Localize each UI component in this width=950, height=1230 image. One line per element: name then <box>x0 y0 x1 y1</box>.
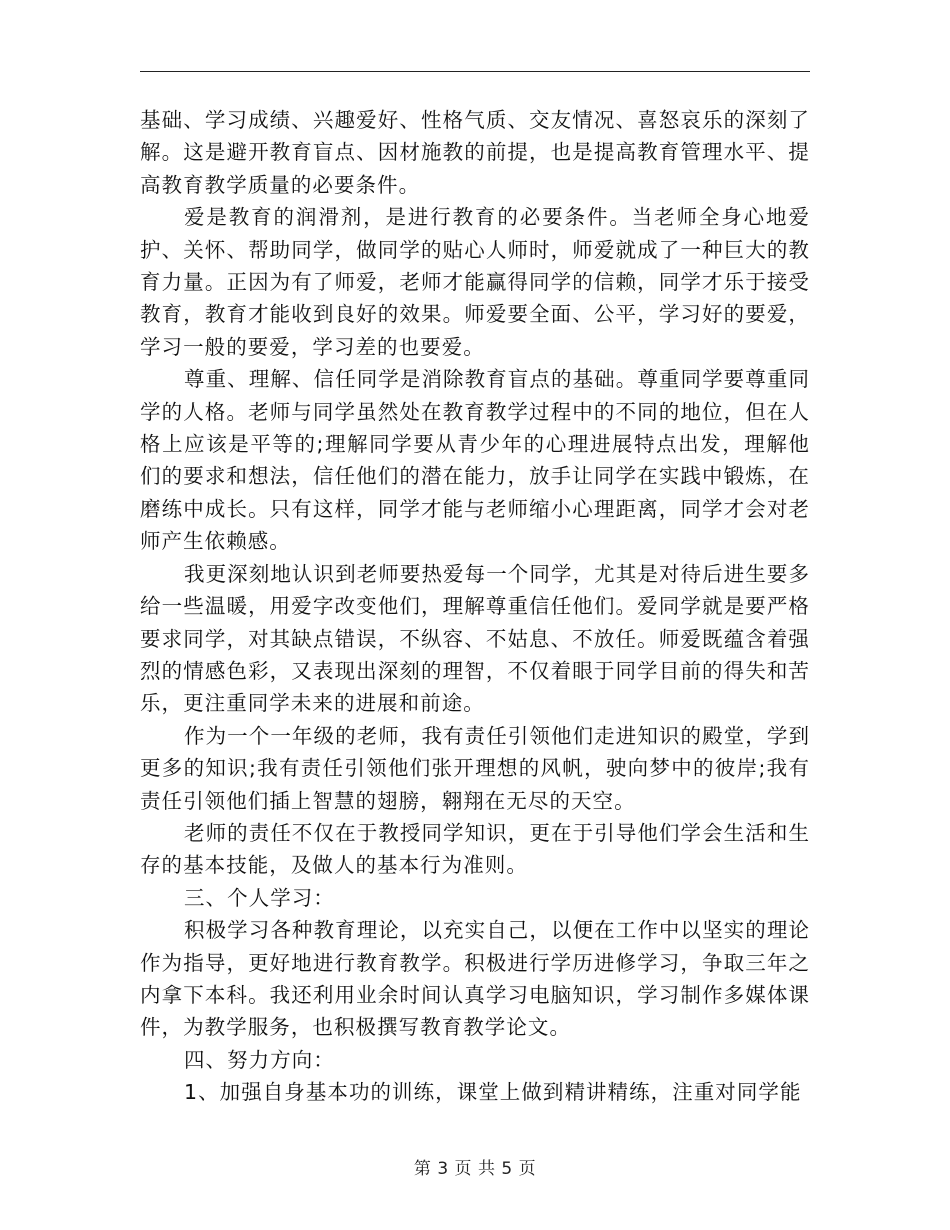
section-heading-effort-direction: 四、努力方向： <box>184 1047 335 1072</box>
paragraph-continuation: 基础、学习成绩、兴趣爱好、性格气质、交友情况、喜怒哀乐的深刻了解。这是避开教育盲点、因材施教的前提，也是提高教育管理水平、提高教育教学质量的必要条件。 <box>140 108 810 197</box>
page-number: 第 3 页 共 5 页 <box>413 1159 537 1179</box>
paragraph-teacher-duty: 老师的责任不仅在于教授同学知识，更在于引导他们学会生活和生存的基本技能，及做人的基本行为准则。 <box>140 820 810 878</box>
paragraph-respect-students: 尊重、理解、信任同学是消除教育盲点的基础。尊重同学要尊重同学的人格。老师与同学虽然处在教育教学过程中的不同的地位，但在人格上应该是平等的;理解同学要从青少年的心理进展特点出发，理解他们的要求和想法，信任他们的潜在能力，放手让同学在实践中锻炼，在磨练中成长。只有这样，同学才能与老师缩小心理距离，同学才会对老师产生依赖感。 <box>140 367 810 554</box>
paragraph-teacher-responsibility: 作为一个一年级的老师，我有责任引领他们走进知识的殿堂，学到更多的知识;我有责任引领他们张开理想的风帆，驶向梦中的彼岸;我有责任引领他们插上智慧的翅膀，翱翔在无尽的天空。 <box>140 723 810 813</box>
paragraph-effort-item-1: 1、加强自身基本功的训练，课堂上做到精讲精练，注重对同学能 <box>184 1080 802 1105</box>
body-text <box>140 104 810 1109</box>
paragraph-personal-study: 积极学习各种教育理论，以充实自己，以便在工作中以坚实的理论作为指导，更好地进行教育教学。积极进行学历进修学习，争取三年之内拿下本科。我还利用业余时间认真学习电脑知识，学习制作多媒体课件，为教学服务，也积极撰写教育教学论文。 <box>140 918 810 1040</box>
paragraph-love-education: 爱是教育的润滑剂，是进行教育的必要条件。当老师全身心地爱护、关怀、帮助同学，做同学的贴心人师时，师爱就成了一种巨大的教育力量。正因为有了师爱，老师才能赢得同学的信赖，同学才乐于接受教育，教育才能收到良好的效果。师爱要全面、公平，学习好的要爱，学习一般的要爱，学习差的也要爱。 <box>140 205 810 359</box>
section-heading-personal-study: 三、个人学习： <box>184 885 335 910</box>
header-rule <box>140 71 810 72</box>
paragraph-love-every-student: 我更深刻地认识到老师要热爱每一个同学，尤其是对待后进生要多给一些温暖，用爱字改变他们，理解尊重信任他们。爱同学就是要严格要求同学，对其缺点错误，不纵容、不姑息、不放任。师爱既蕴含着强烈的情感色彩，又表现出深刻的理智，不仅着眼于同学目前的得失和苦乐，更注重同学未来的进展和前途。 <box>140 561 810 716</box>
